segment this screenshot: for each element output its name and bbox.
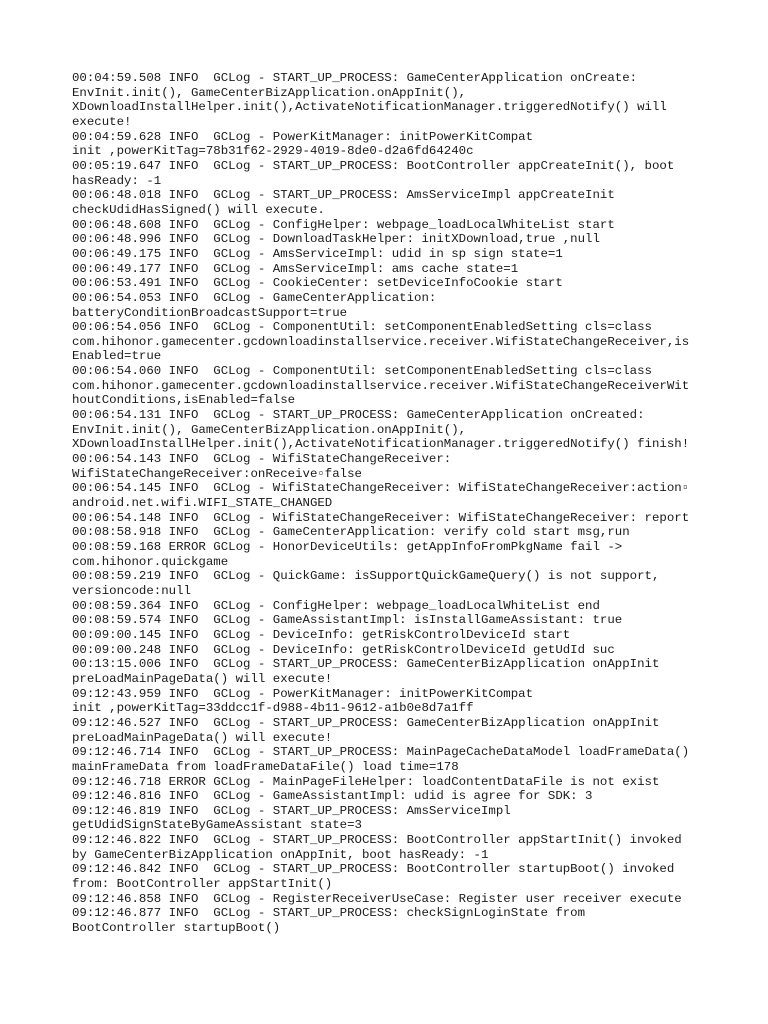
log-line: getUdidSignStateByGameAssistant state=3 <box>72 818 362 833</box>
log-line: 00:06:54.056 INFO GCLog - ComponentUtil: setComponentEnabledSetting cls=class <box>72 320 652 335</box>
log-line: 00:08:58.918 INFO GCLog - GameCenterApplication: verify cold start msg,run <box>72 525 630 540</box>
log-line: 00:08:59.219 INFO GCLog - QuickGame: isSupportQuickGameQuery() is not support, <box>72 569 660 584</box>
log-line: 09:12:46.822 INFO GCLog - START_UP_PROCESS: BootController appStartInit() invoked <box>72 833 682 848</box>
log-line: 00:05:19.647 INFO GCLog - START_UP_PROCESS: BootController appCreateInit(), boot <box>72 158 675 173</box>
log-line: houtConditions,isEnabled=false <box>72 393 296 408</box>
log-line: 00:06:54.143 INFO GCLog - WifiStateChangeReceiver: <box>72 452 452 467</box>
log-line: 09:12:46.714 INFO GCLog - START_UP_PROCESS: MainPageCacheDataModel loadFrameData() <box>72 745 690 760</box>
log-line: versioncode:null <box>72 583 191 598</box>
log-line: 00:08:59.168 ERROR GCLog - HonorDeviceUtils: getAppInfoFromPkgName fail -> <box>72 540 623 554</box>
log-line: 00:06:53.491 INFO GCLog - CookieCenter: setDeviceInfoCookie start <box>72 276 563 291</box>
log-line: 00:04:59.508 INFO GCLog - START_UP_PROCESS: GameCenterApplication onCreate: <box>72 71 638 85</box>
log-line: 00:06:54.145 INFO GCLog - WifiStateChangeReceiver: WifiStateChangeReceiver:action▫ <box>72 481 690 496</box>
log-line: init ,powerKitTag=33ddcc1f-d988-4b11-9612-a1b0e8d7a1ff <box>72 701 474 716</box>
log-line: 09:12:43.959 INFO GCLog - PowerKitManager: initPowerKitCompat <box>72 686 534 701</box>
log-line: 09:12:46.877 INFO GCLog - START_UP_PROCESS: checkSignLoginState from <box>72 906 586 921</box>
log-line: preLoadMainPageData() will execute! <box>72 671 333 686</box>
log-line: 09:12:46.842 INFO GCLog - START_UP_PROCESS: BootController startupBoot() invoked <box>72 862 675 877</box>
log-line: init ,powerKitTag=78b31f62-2929-4019-8de0-d2a6fd64240c <box>72 144 474 159</box>
log-line: XDownloadInstallHelper.init(),ActivateNotificationManager.triggeredNotify() finish! <box>72 437 690 452</box>
log-line: 00:06:54.131 INFO GCLog - START_UP_PROCESS: GameCenterApplication onCreated: <box>72 408 645 423</box>
log-line: 00:04:59.628 INFO GCLog - PowerKitManager: initPowerKitCompat <box>72 129 534 144</box>
log-line: 00:06:54.053 INFO GCLog - GameCenterApplication: <box>72 290 437 305</box>
log-line: 00:06:49.175 INFO GCLog - AmsServiceImpl: udid in sp sign state=1 <box>72 246 563 261</box>
log-line: 09:12:46.718 ERROR GCLog - MainPageFileHelper: loadContentDataFile is not exist <box>72 774 660 789</box>
log-line: 00:13:15.006 INFO GCLog - START_UP_PROCESS: GameCenterBizApplication onAppInit <box>72 657 660 672</box>
log-line: 00:09:00.248 INFO GCLog - DeviceInfo: getRiskControlDeviceId getUdId suc <box>72 642 615 657</box>
log-line: XDownloadInstallHelper.init(),ActivateNotificationManager.triggeredNotify() will <box>72 100 667 115</box>
log-line: 00:08:59.364 INFO GCLog - ConfigHelper: webpage_loadLocalWhiteList end <box>72 598 600 613</box>
log-line: Enabled=true <box>72 349 162 364</box>
log-line: 09:12:46.816 INFO GCLog - GameAssistantImpl: udid is agree for SDK: 3 <box>72 789 593 804</box>
log-line: 00:06:49.177 INFO GCLog - AmsServiceImpl: ams cache state=1 <box>72 261 519 276</box>
log-line: from: BootController appStartInit() <box>72 877 333 892</box>
log-line: com.hihonor.quickgame <box>72 554 229 569</box>
log-line: by GameCenterBizApplication onAppInit, boot hasReady: -1 <box>72 847 489 862</box>
log-line: android.net.wifi.WIFI_STATE_CHANGED <box>72 496 333 511</box>
log-line: preLoadMainPageData() will execute! <box>72 730 333 745</box>
log-line: 00:06:48.608 INFO GCLog - ConfigHelper: webpage_loadLocalWhiteList start <box>72 217 615 232</box>
log-line: 00:06:54.148 INFO GCLog - WifiStateChangeReceiver: WifiStateChangeReceiver: report <box>72 510 690 525</box>
log-line: hasReady: -1 <box>72 173 162 188</box>
log-line: 09:12:46.527 INFO GCLog - START_UP_PROCESS: GameCenterBizApplication onAppInit <box>72 715 660 730</box>
log-line: 00:06:54.060 INFO GCLog - ComponentUtil: setComponentEnabledSetting cls=class <box>72 364 652 379</box>
log-text-block <box>72 71 712 936</box>
log-line: 00:08:59.574 INFO GCLog - GameAssistantImpl: isInstallGameAssistant: true <box>72 613 623 628</box>
log-line: BootController startupBoot() <box>72 921 281 936</box>
log-document <box>72 71 712 936</box>
log-line: checkUdidHasSigned() will execute. <box>72 202 325 217</box>
log-line: EnvInit.init(), GameCenterBizApplication.onAppInit(), <box>72 422 467 437</box>
log-line: 00:06:48.018 INFO GCLog - START_UP_PROCESS: AmsServiceImpl appCreateInit <box>72 188 615 203</box>
log-line: com.hihonor.gamecenter.gcdownloadinstallservice.receiver.WifiStateChangeReceiver,is <box>72 334 690 349</box>
log-line: 09:12:46.858 INFO GCLog - RegisterReceiverUseCase: Register user receiver execute <box>72 891 682 906</box>
log-line: com.hihonor.gamecenter.gcdownloadinstallservice.receiver.WifiStateChangeReceiverWit <box>72 378 690 393</box>
log-line: WifiStateChangeReceiver:onReceive▫false <box>72 466 362 481</box>
log-line: 00:09:00.145 INFO GCLog - DeviceInfo: getRiskControlDeviceId start <box>72 627 571 642</box>
log-line: 00:06:48.996 INFO GCLog - DownloadTaskHelper: initXDownload,true ,null <box>72 232 600 247</box>
log-line: execute! <box>72 114 132 129</box>
log-line: mainFrameData from loadFrameDataFile() load time=178 <box>72 759 459 774</box>
log-line: EnvInit.init(), GameCenterBizApplication.onAppInit(), <box>72 85 467 100</box>
log-line: 09:12:46.819 INFO GCLog - START_UP_PROCESS: AmsServiceImpl <box>72 803 511 818</box>
log-line: batteryConditionBroadcastSupport=true <box>72 305 348 320</box>
